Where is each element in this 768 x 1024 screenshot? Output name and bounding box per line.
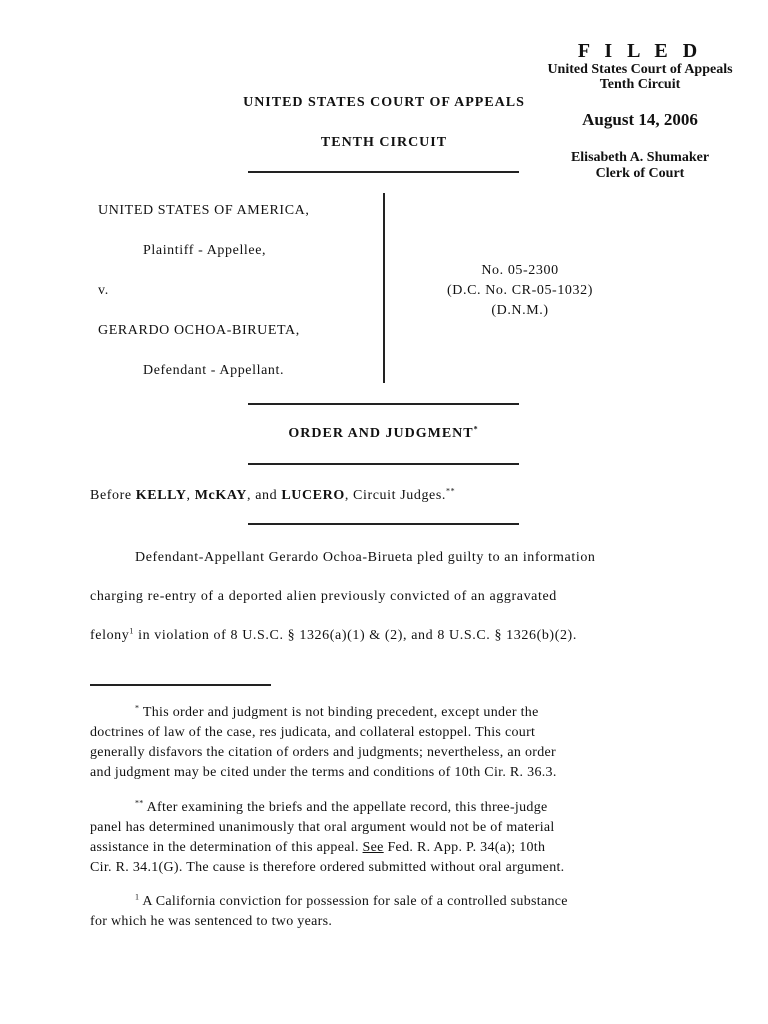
dc-number: (D.C. No. CR-05-1032) — [447, 283, 593, 298]
filed-stamp — [520, 40, 760, 182]
panel-line — [90, 488, 455, 504]
footnote-2-line-3b: Fed. R. App. P. 34(a); 10th — [383, 840, 546, 855]
filed-circuit: Tenth Circuit — [599, 77, 681, 92]
footnote-3-line-1: A California conviction for possession for sale of a controlled substance — [139, 894, 568, 909]
order-title-text: ORDER AND JUDGMENT — [288, 426, 474, 441]
order-title — [248, 426, 519, 442]
panel-suffix: , Circuit Judges. — [344, 488, 447, 503]
body-line-3b: in violation of 8 U.S.C. § 1326(a)(1) & (2), and 8 U.S.C. § 1326(b)(2). — [133, 628, 577, 643]
filed-court-name: United States Court of Appeals — [547, 62, 733, 77]
judge-kelly: KELLY — [135, 488, 187, 503]
body-line-3 — [90, 626, 577, 646]
footnote-1-line-2: doctrines of law of the case, res judicata, and collateral estoppel. This court — [90, 725, 536, 740]
title-divider — [248, 463, 519, 465]
footnote-3-line-2: for which he was sentenced to two years. — [90, 914, 333, 929]
plaintiff-role: Plaintiff - Appellee, — [143, 243, 267, 258]
order-title-footnote-mark: * — [473, 424, 479, 434]
footnote-rule — [90, 684, 271, 686]
caption-divider — [383, 193, 385, 383]
footnote-1-line-4: and judgment may be cited under the terms and conditions of 10th Cir. R. 36.3. — [90, 765, 557, 780]
defendant-name: GERARDO OCHOA-BIRUETA, — [98, 323, 300, 338]
clerk-name: Elisabeth A. Shumaker — [570, 150, 710, 165]
footnote-3-mark: 1 — [135, 892, 140, 902]
clerk-title: Clerk of Court — [595, 166, 685, 181]
panel-sep1: , — [186, 488, 195, 503]
footnote-2-mark: ** — [135, 798, 144, 808]
judge-lucero: LUCERO — [281, 488, 345, 503]
footnote-1-line-1: This order and judgment is not binding precedent, except under the — [139, 705, 539, 720]
caption-bottom-divider — [248, 403, 519, 405]
footnote-2 — [90, 798, 680, 878]
panel-sep2: , and — [247, 488, 282, 503]
filed-title: F I L E D — [577, 40, 703, 62]
body-line-1: Defendant-Appellant Gerardo Ochoa-Birueta pled guilty to an information — [135, 550, 596, 565]
see-citation-signal: See — [362, 840, 384, 855]
circuit-name: TENTH CIRCUIT — [320, 135, 448, 150]
footnote-1-mark: * — [135, 703, 140, 713]
panel-before: Before — [90, 488, 136, 503]
footnote-1-line-3: generally disfavors the citation of orders and judgments; nevertheless, an order — [90, 745, 557, 760]
footnote-3 — [90, 892, 680, 932]
footnote-1 — [90, 703, 680, 783]
judge-mckay: McKAY — [194, 488, 247, 503]
filed-date: August 14, 2006 — [582, 110, 698, 129]
defendant-role: Defendant - Appellant. — [143, 363, 285, 378]
panel-footnote-mark: ** — [446, 486, 456, 496]
footnote-2-line-4: Cir. R. 34.1(G). The cause is therefore ordered submitted without oral argument. — [90, 860, 565, 875]
body-line-2: charging re-entry of a deported alien previously convicted of an aggravated — [90, 589, 557, 604]
footnote-2-line-3 — [90, 838, 680, 858]
plaintiff-name: UNITED STATES OF AMERICA, — [98, 203, 310, 218]
footnote-2-line-1: After examining the briefs and the appellate record, this three-judge — [143, 800, 548, 815]
footnote-ref-1: 1 — [129, 626, 134, 636]
district: (D.N.M.) — [491, 303, 549, 318]
case-number: No. 05-2300 — [481, 263, 559, 278]
header-divider — [248, 171, 519, 173]
body-line-3a: felony — [90, 628, 130, 643]
footnote-2-line-2: panel has determined unanimously that oral argument would not be of material — [90, 820, 555, 835]
panel-divider — [248, 523, 519, 525]
court-name: UNITED STATES COURT OF APPEALS — [243, 95, 525, 110]
footnote-2-line-3a: assistance in the determination of this appeal. — [90, 840, 363, 855]
versus: v. — [98, 283, 109, 298]
